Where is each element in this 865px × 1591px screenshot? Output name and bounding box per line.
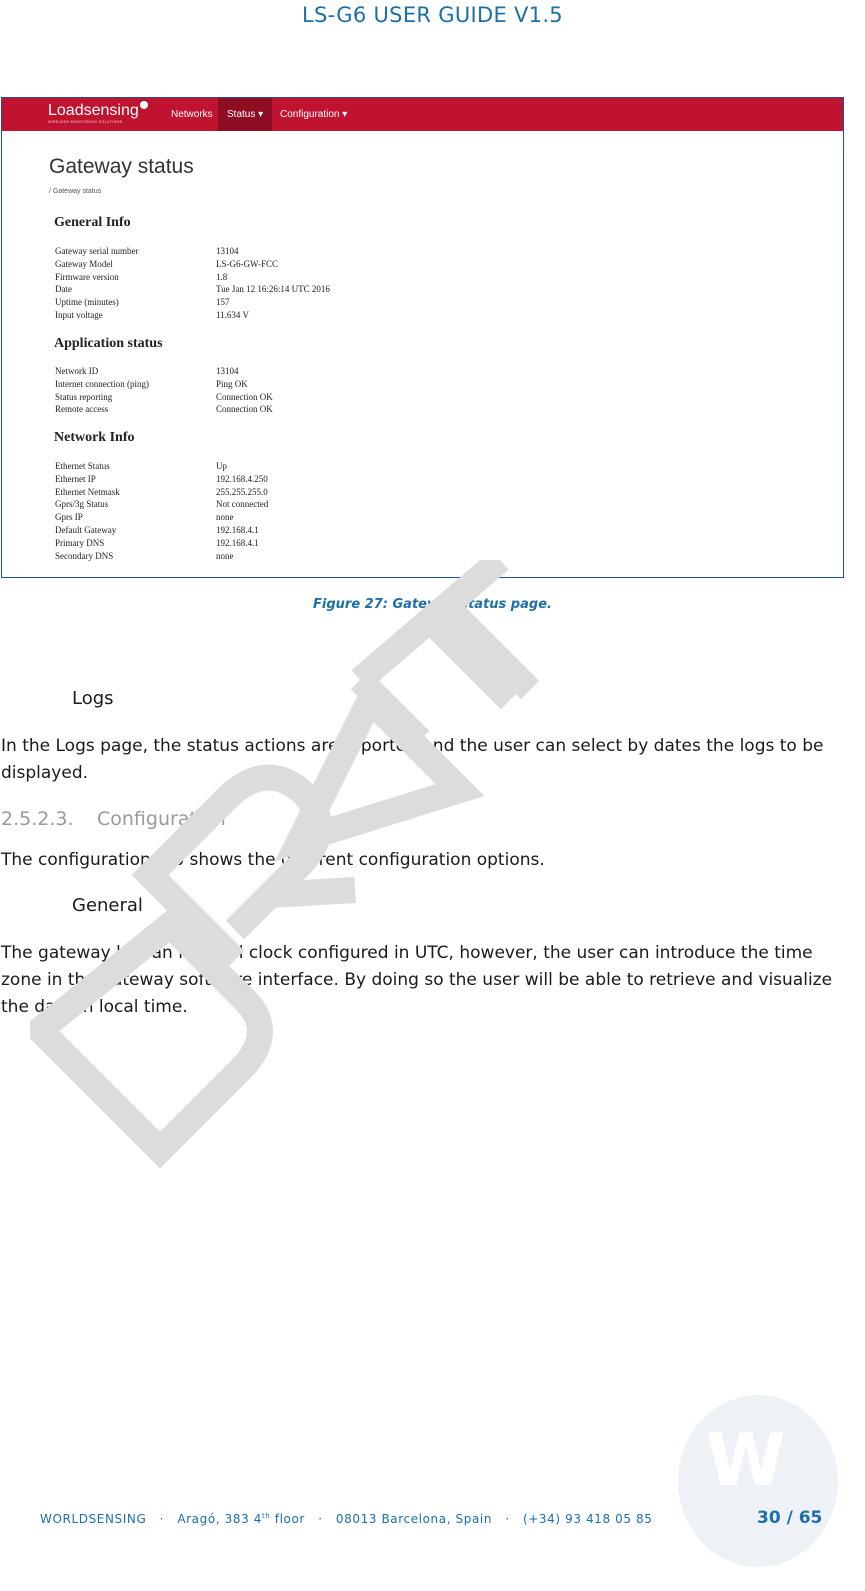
field-value: 192.168.4.1 — [216, 524, 259, 535]
field-value: Connection OK — [216, 391, 273, 402]
field-value: 13104 — [216, 246, 239, 256]
table-row — [55, 537, 268, 550]
network-info-table — [55, 460, 268, 562]
nav-status[interactable]: Status ▾ — [218, 98, 272, 131]
table-row — [55, 511, 268, 524]
breadcrumb[interactable]: / Gateway status — [49, 188, 102, 195]
field-label: Status reporting — [55, 391, 113, 402]
field-label: Primary DNS — [55, 537, 105, 548]
section-title-general: General Info — [54, 215, 131, 230]
field-value: Ping OK — [216, 378, 248, 389]
footer-address — [40, 1512, 652, 1526]
general-info-table — [55, 245, 330, 322]
footer-phone: (+34) 93 418 05 85 — [523, 1512, 653, 1526]
logs-paragraph: In the Logs page, the status actions are reported and the user can select by dates the logs to be displayed. — [1, 736, 824, 783]
section-title-network: Network Info — [54, 430, 135, 445]
page-title: Gateway status — [49, 155, 194, 178]
table-row — [55, 309, 330, 322]
nav-networks[interactable]: Networks — [171, 109, 213, 120]
document-title: LS-G6 USER GUIDE V1.5 — [302, 3, 563, 27]
field-label: Internet connection (ping) — [55, 378, 149, 389]
navbar — [2, 98, 843, 131]
field-value: Up — [216, 461, 227, 471]
field-value: 192.168.4.250 — [216, 473, 268, 484]
configuration-paragraph: The configuration tab shows the different configuration options. — [1, 850, 545, 870]
field-label: Firmware version — [55, 271, 119, 282]
table-row — [55, 378, 273, 391]
footer-sep: · — [159, 1512, 165, 1526]
general-paragraph: The gateway has an internal clock configured in UTC, however, the user can introduce the time zone in the gateway software interface. By doing so the user will be able to retrieve and visualize the data in local time. — [1, 943, 833, 1017]
table-row — [55, 258, 330, 271]
table-row — [55, 550, 268, 563]
brand-tagline: WIRELESS MONITORING SOLUTIONS — [48, 120, 123, 124]
field-value: 192.168.4.1 — [216, 537, 259, 548]
footer-sep: · — [318, 1512, 323, 1526]
footer-postal: 08013 Barcelona, Spain — [335, 1512, 493, 1526]
field-label: Secondary DNS — [55, 550, 114, 561]
footer-street: Aragó, 383 4 — [177, 1512, 262, 1526]
field-label: Ethernet IP — [55, 473, 96, 484]
field-label: Ethernet Netmask — [55, 486, 120, 497]
table-row — [55, 524, 268, 537]
field-value: 1.8 — [216, 271, 228, 282]
field-value: Not connected — [216, 499, 269, 510]
field-label: Uptime (minutes) — [55, 297, 119, 308]
brand-name: Loadsensing — [48, 102, 139, 119]
section-title-application: Application status — [54, 336, 163, 351]
table-row — [55, 460, 268, 473]
table-row — [55, 283, 330, 296]
section-number: 2.5.2.3. — [1, 808, 74, 830]
field-label: Gateway serial number — [55, 246, 139, 256]
table-row — [55, 296, 330, 309]
field-label: Gateway Model — [55, 258, 113, 269]
table-row — [55, 498, 268, 511]
field-label: Remote access — [55, 404, 109, 415]
field-label: Gprs IP — [55, 512, 83, 523]
field-value: 13104 — [216, 366, 239, 376]
logs-heading: Logs — [72, 688, 114, 709]
field-value: 157 — [216, 297, 230, 308]
table-row — [55, 391, 273, 404]
table-row — [55, 245, 330, 258]
footer-sep: · — [505, 1512, 510, 1526]
logo-letter: W — [706, 1418, 786, 1502]
figure-caption: Figure 27: Gateway status page. — [313, 597, 552, 612]
field-label: Default Gateway — [55, 524, 117, 535]
field-label: Ethernet Status — [55, 461, 110, 471]
section-heading: Configuration — [97, 808, 226, 830]
brand-dot-icon — [140, 101, 148, 109]
field-value: 255.255.255.0 — [216, 486, 268, 497]
application-status-table — [55, 365, 273, 416]
table-row — [55, 486, 268, 499]
field-label: Input voltage — [55, 309, 103, 320]
table-row — [55, 271, 330, 284]
table-row — [55, 403, 273, 416]
page-number: 30 / 65 — [757, 1508, 823, 1528]
nav-configuration[interactable]: Configuration ▾ — [280, 109, 348, 120]
field-value: Connection OK — [216, 404, 273, 415]
field-value: 11.634 V — [216, 309, 250, 320]
field-value: none — [216, 512, 234, 523]
footer-floor: floor — [270, 1512, 305, 1526]
field-value: none — [216, 550, 234, 561]
gateway-status-screenshot — [1, 97, 844, 578]
table-row — [55, 473, 268, 486]
field-label: Network ID — [55, 366, 99, 376]
brand-logo[interactable] — [48, 102, 139, 124]
field-value: Tue Jan 12 16:26:14 UTC 2016 — [216, 284, 330, 295]
field-value: LS-G6-GW-FCC — [216, 258, 279, 269]
footer-street-sup: th — [261, 1512, 271, 1520]
field-label: Gprs/3g Status — [55, 499, 109, 510]
footer-company: WORLDSENSING — [40, 1512, 147, 1526]
general-heading: General — [72, 895, 143, 916]
field-label: Date — [55, 284, 72, 295]
table-row — [55, 365, 273, 378]
